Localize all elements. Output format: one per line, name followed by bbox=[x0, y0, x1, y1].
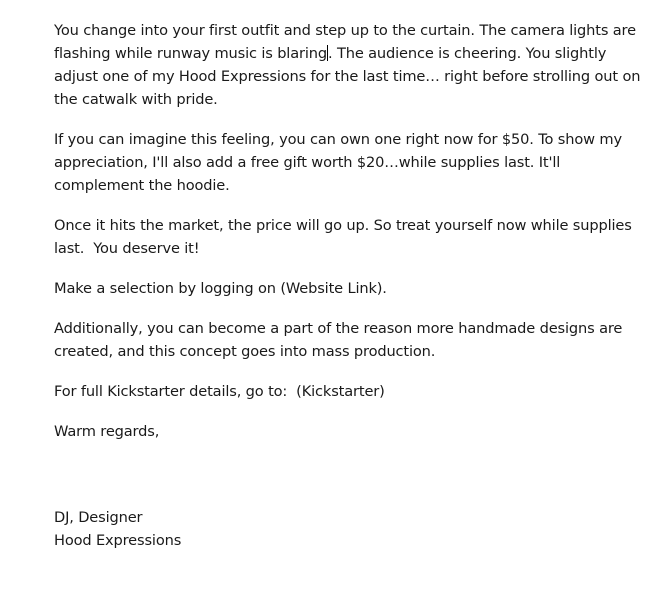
paragraph-price-increase[interactable]: Once it hits the market, the price will go up. So treat yourself now while supplies last. You deserve it! bbox=[54, 217, 637, 257]
paragraph-runway[interactable] bbox=[54, 19, 654, 111]
paragraph-website-link[interactable]: Make a selection by logging on (Website Link). bbox=[54, 280, 387, 297]
signature-name: DJ, Designer bbox=[54, 509, 143, 526]
paragraph-closing[interactable]: Warm regards, bbox=[54, 423, 160, 440]
paragraph-runway-text-end: . The audience is cheering. You slightly adjust one of my Hood Expressions for the last time… right before strolling out on the catwalk with pride. bbox=[54, 45, 645, 108]
signature-company: Hood Expressions bbox=[54, 532, 182, 549]
paragraph-runway-text-start: You change into your first outfit and step up to the curtain. The camera lights are flashing while runway music is blaring bbox=[54, 22, 641, 62]
paragraph-kickstarter[interactable]: For full Kickstarter details, go to: (Kickstarter) bbox=[54, 383, 385, 400]
paragraph-offer[interactable]: If you can imagine this feeling, you can own one right now for $50. To show my appreciation, I'll also add a free gift worth $20…while supplies last. It'll complement the hoodie. bbox=[54, 131, 627, 194]
signature-block[interactable] bbox=[54, 460, 654, 598]
paragraph-mass-production[interactable]: Additionally, you can become a part of the reason more handmade designs are created, and this concept goes into mass production. bbox=[54, 320, 627, 360]
document-body[interactable] bbox=[54, 19, 654, 598]
